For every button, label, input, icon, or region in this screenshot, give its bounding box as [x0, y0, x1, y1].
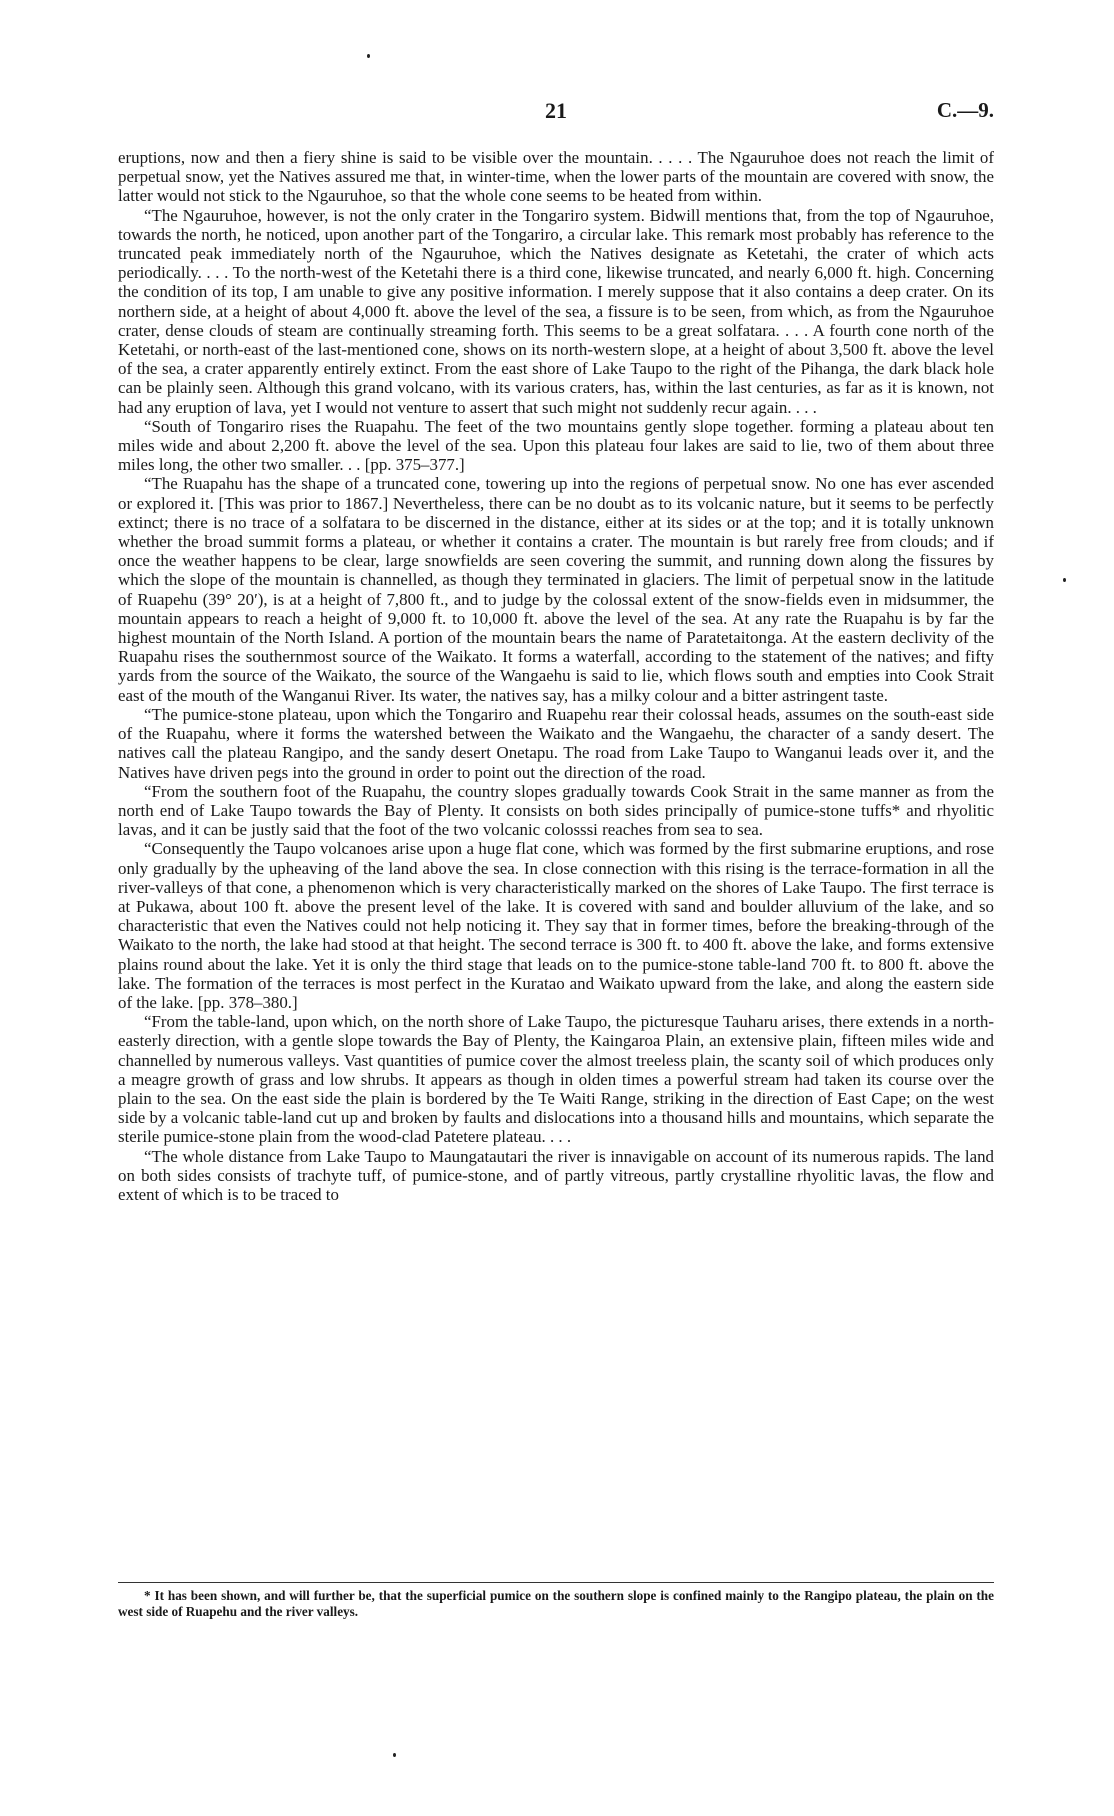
paragraph: “The whole distance from Lake Taupo to Maungatautari the river is innavigable on account of its numerous rapids. The land on both sides consists of trachyte tuff, of pumice-stone, and of partly vitreous, partly crystalline rhyolitic lavas, the flow and extent of which is to be traced to [118, 1146, 994, 1204]
footnote-rule [118, 1582, 994, 1583]
scan-speck [1063, 578, 1066, 582]
paragraph: “From the southern foot of the Ruapahu, the country slopes gradually towards Cook Strait in the same manner as from the north end of Lake Taupo towards the Bay of Plenty. It consists on both sides principally of pumice-stone tuffs* and rhyolitic lavas, and it can be justly said that the foot of the two volcanic colosssi reaches from sea to sea. [118, 781, 994, 840]
document-page [118, 0, 994, 1816]
page-header [118, 98, 994, 128]
paragraph: eruptions, now and then a fiery shine is said to be visible over the mountain. . . . . The Ngauruhoe does not reach the limit of perpetual snow, yet the Natives assured me that, in winter-time, when the lower parts of the mountain are covered with snow, the latter would not stick to the Ngauruhoe, so that the whole cone seems to be heated from within. [118, 148, 994, 206]
paragraph: “From the table-land, upon which, on the north shore of Lake Taupo, the picturesque Tauharu arises, there extends in a north-easterly direction, with a gentle slope towards the Bay of Plenty, the Kaingaroa Plain, an extensive plain, fifteen miles wide and channelled by numerous valleys. Vast quantities of pumice cover the almost treeless plain, the scanty soil of which produces only a meagre growth of grass and low shrubs. It appears as though in olden times a powerful stream had taken its course over the plain to the sea. On the east side the plain is bordered by the Te Waiti Range, striking in the direction of East Cape; on the west side by a volcanic table-land cut up and broken by faults and dislocations into a thousand hills and mountains, which separate the sterile pumice-stone plain from the wood-clad Patetere plateau. . . . [118, 1012, 994, 1147]
paragraph: “The pumice-stone plateau, upon which the Tongariro and Ruapehu rear their colossal heads, assumes on the south-east side of the Ruapahu, where it forms the watershed between the Waikato and the Wangaehu, the character of a sandy desert. The natives call the plateau Rangipo, and the sandy desert Onetapu. The road from Lake Taupo to Wanganui leads over it, and the Natives have driven pegs into the ground in order to point out the direction of the road. [118, 704, 994, 782]
paragraph: “The Ngauruhoe, however, is not the only crater in the Tongariro system. Bidwill mentions that, from the top of Ngauruhoe, towards the north, he noticed, upon another part of the Tongariro, a circular lake. This remark most probably has reference to the truncated peak immediately north of the Ngauruhoe, which the Natives designate as Ketetahi, the crater of which acts periodically. . . . To the north-west of the Ketetahi there is a third cone, likewise truncated, and nearly 6,000 ft. high. Concerning the condition of its top, I am unable to give any positive information. I merely suppose that it also contains a deep crater. On its northern side, at a height of about 4,000 ft. above the level of the sea, a fissure is to be seen, from which, as from the Ngauruhoe crater, dense clouds of steam are continually streaming forth. This seems to be a great solfatara. . . . A fourth cone north of the Ketetahi, or north-east of the last-mentioned cone, shows on its north-western slope, at a height of about 3,500 ft. above the level of the sea, a crater apparently entirely extinct. From the east shore of Lake Taupo to the right of the Pihanga, the dark black hole can be plainly seen. Although this grand volcano, with its various craters, has, within the last centuries, as far as it is known, not had any eruption of lava, yet I would not venture to assert that such might not suddenly recur again. . . . [118, 205, 994, 417]
footnote: * It has been shown, and will further be, that the superficial pumice on the southern slope is confined mainly to the Rangipo plateau, the plain on the west side of Ruapehu and the river valleys. [118, 1588, 994, 1619]
paragraph: “South of Tongariro rises the Ruapahu. The feet of the two mountains gently slope together. forming a plateau about ten miles wide and about 2,200 ft. above the level of the sea. Upon this plateau four lakes are said to lie, two of them about three miles long, the other two smaller. . . [pp. 375–377.] [118, 416, 994, 475]
paragraph: “The Ruapahu has the shape of a truncated cone, towering up into the regions of perpetual snow. No one has ever ascended or explored it. [This was prior to 1867.] Nevertheless, there can be no doubt as to its volcanic nature, but it seems to be perfectly extinct; there is no trace of a solfatara to be discerned in the distance, either at its sides or at the top; and it is totally unknown whether the broad summit forms a plateau, or whether it contains a crater. The mountain is but rarely free from clouds; and if once the weather happens to be clear, large snowfields are seen covering the summit, and running down along the fissures by which the slope of the mountain is channelled, as though they terminated in glaciers. The limit of perpetual snow in the latitude of Ruapehu (39° 20′), is at a height of 7,800 ft., and to judge by the colossal extent of the snow-fields even in midsummer, the mountain appears to reach a height of 9,000 ft. to 10,000 ft. above the level of the sea. At any rate the Ruapahu is by far the highest mountain of the North Island. A portion of the mountain bears the name of Paratetaitonga. At the eastern declivity of the Ruapahu rises the southernmost source of the Waikato. It forms a waterfall, according to the statement of the natives; and fifty yards from the source of the Waikato, the source of the Wangaehu is said to lie, which flows south and empties into Cook Strait east of the mouth of the Wanganui River. Its water, the natives say, has a milky colour and a bitter astringent taste. [118, 474, 994, 705]
page-number: 21 [545, 98, 567, 123]
scan-speck [367, 54, 370, 58]
body-text [118, 148, 994, 1204]
paper-code: C.—9. [936, 98, 994, 122]
scan-speck [393, 1753, 396, 1757]
paragraph: “Consequently the Taupo volcanoes arise upon a huge flat cone, which was formed by the first submarine eruptions, and rose only gradually by the upheaving of the land above the sea. In close connection with this rising is the terrace-formation in all the river-valleys of that cone, a phenomenon which is very characteristically marked on the shores of Lake Taupo. The first terrace is at Pukawa, about 100 ft. above the present level of the lake. It is covered with sand and boulder alluvium of the lake, and so characteristic that even the Natives could not help noticing it. They say that in former times, before the breaking-through of the Waikato to the north, the lake had stood at that height. The second terrace is 300 ft. to 400 ft. above the lake, and forms extensive plains round about the lake. Yet it is only the third stage that leads on to the pumice-stone table-land 700 ft. to 800 ft. above the lake. The formation of the terraces is most perfect in the Kuratao and Waikato upward from the lake, and along the eastern side of the lake. [pp. 378–380.] [118, 839, 994, 1012]
